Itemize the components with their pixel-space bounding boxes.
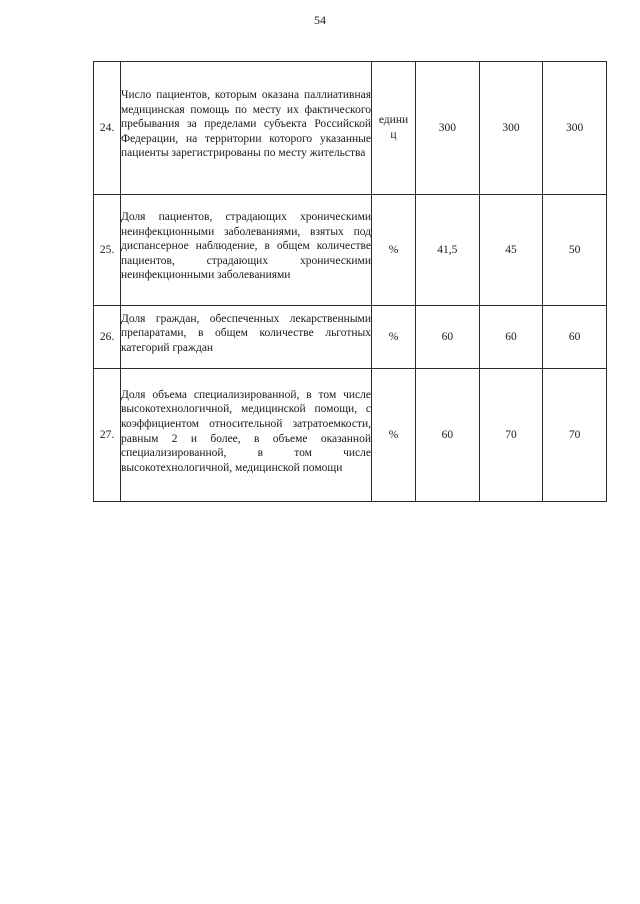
value-cell-2: 70: [479, 369, 543, 502]
indicator-description: [121, 369, 372, 502]
row-number: 24.: [94, 62, 121, 195]
table-row: [94, 306, 607, 369]
table-row: [94, 195, 607, 306]
value-cell-2: 300: [479, 62, 543, 195]
value-cell-3: 300: [543, 62, 607, 195]
indicator-description: [121, 306, 372, 369]
value-cell-3: 70: [543, 369, 607, 502]
indicator-description-text: Число пациентов, которым оказана паллиативная медицинская помощь по месту их фактического пребывания за пределами субъекта Российской Федерации, на территории которого указанные пациенты зарегистрированы по месту жительства: [121, 89, 371, 160]
indicator-description: [121, 195, 372, 306]
row-number: 27.: [94, 369, 121, 502]
unit-text: единиц: [378, 114, 409, 141]
value-cell-1: 41,5: [416, 195, 480, 306]
value-cell-1: 60: [416, 369, 480, 502]
row-number: 26.: [94, 306, 121, 369]
page-number: 54: [314, 13, 326, 27]
value-cell-2: 45: [479, 195, 543, 306]
unit-text: %: [388, 243, 399, 256]
value-cell-1: 60: [416, 306, 480, 369]
table-row: [94, 369, 607, 502]
indicator-description-text: Доля граждан, обеспеченных лекарственными препаратами, в общем количестве льготных категорий граждан: [121, 312, 371, 354]
table-row: [94, 62, 607, 195]
indicator-description-text: Доля объема специализированной, в том числе высокотехнологичной, медицинской помощи, с коэффициентом относительной затратоемкости, равным 2 и более, в объеме оказанной специализированной, в том числе высокотехнологичной, медицинской помощи: [121, 388, 371, 474]
value-cell-1: 300: [416, 62, 480, 195]
value-cell-2: 60: [479, 306, 543, 369]
row-number: 25.: [94, 195, 121, 306]
unit-cell: [372, 195, 416, 306]
unit-cell: [372, 306, 416, 369]
value-cell-3: 60: [543, 306, 607, 369]
value-cell-3: 50: [543, 195, 607, 306]
indicators-table: [93, 61, 607, 502]
unit-cell: [372, 369, 416, 502]
unit-text: %: [388, 428, 399, 441]
unit-text: %: [388, 330, 399, 343]
indicator-description: [121, 62, 372, 195]
unit-cell: [372, 62, 416, 195]
indicator-description-text: Доля пациентов, страдающих хроническими неинфекционными заболеваниями, взятых под диспансерное наблюдение, в общем количестве пациентов, страдающих хроническими неинфекционными заболеваниями: [121, 211, 371, 282]
